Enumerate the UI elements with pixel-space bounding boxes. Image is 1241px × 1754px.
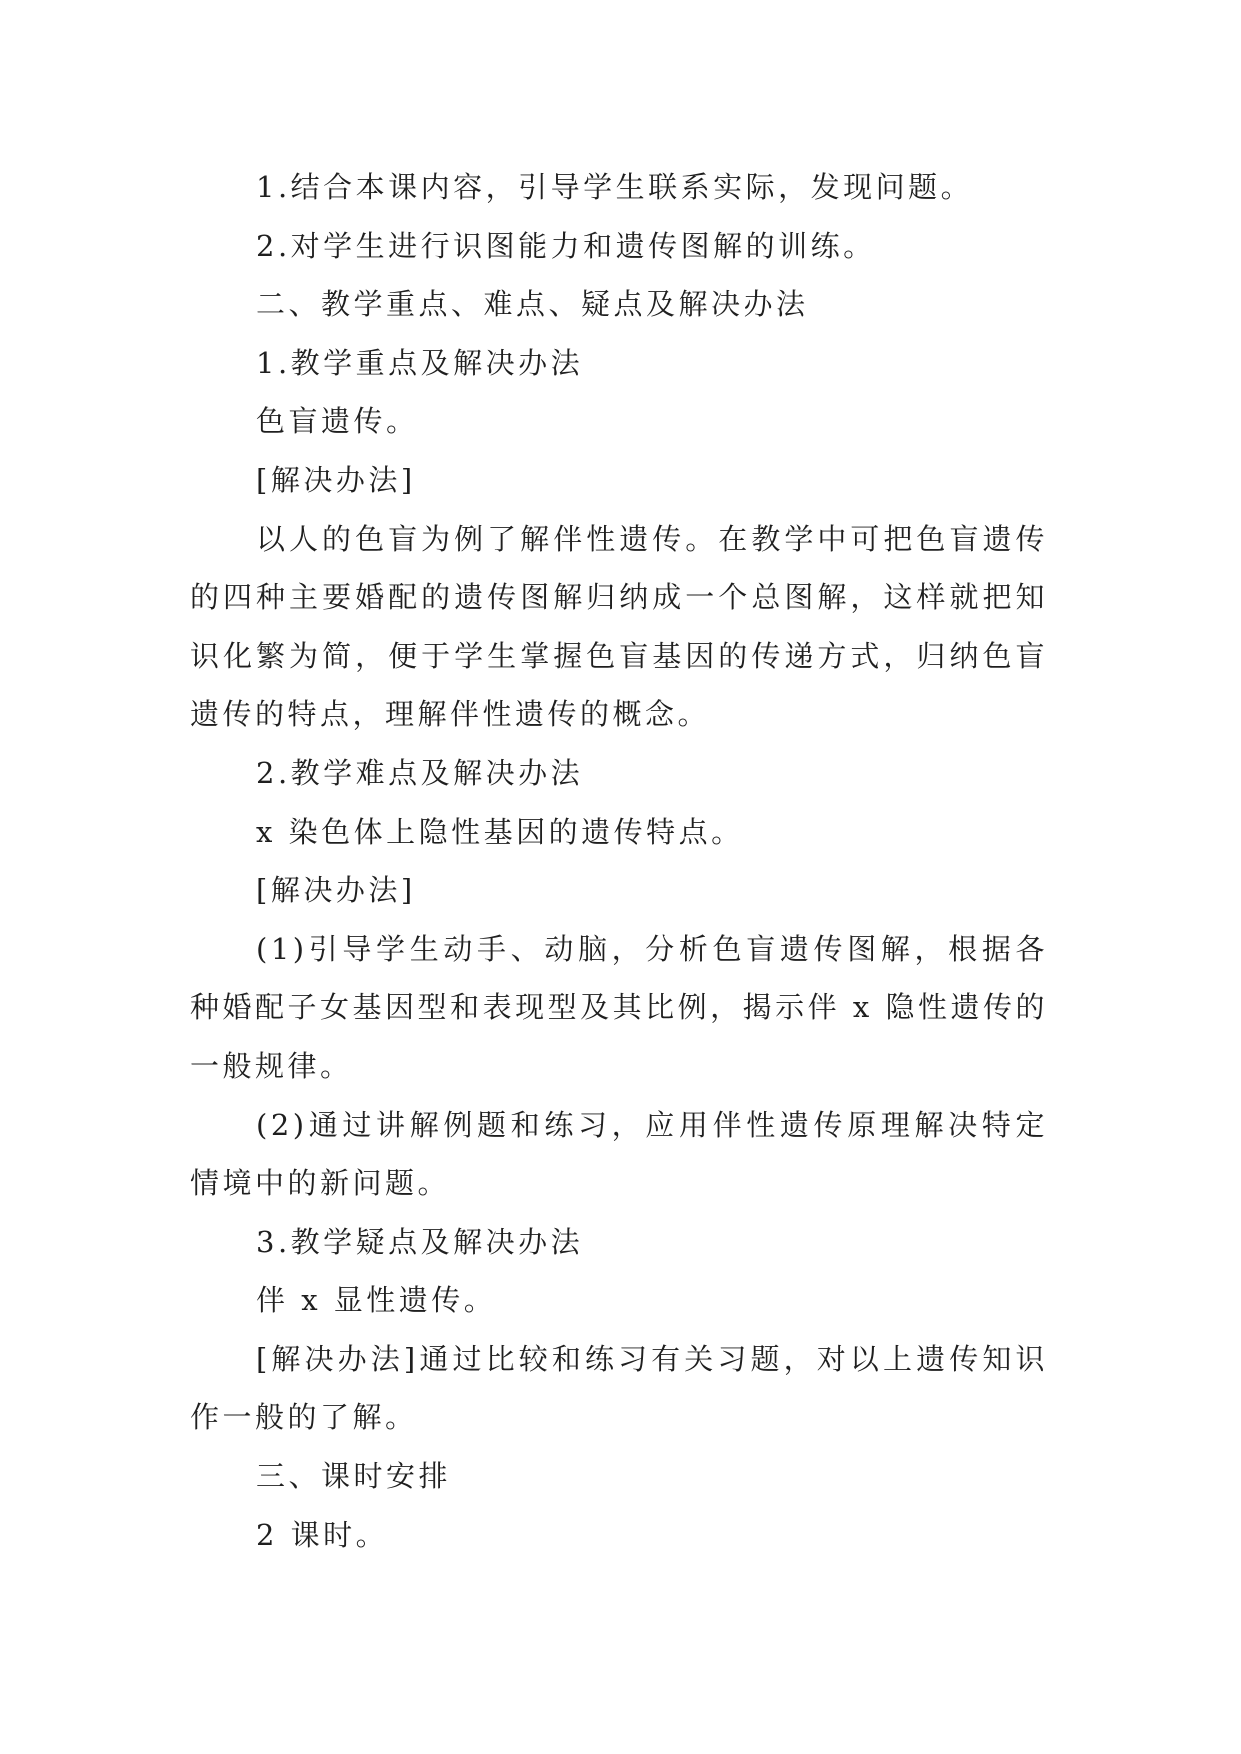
key-point-topic: 色盲遗传。 [256, 404, 419, 439]
goal-item-1: 1.结合本课内容，引导学生联系实际，发现问题。 [256, 170, 974, 204]
subheading-difficult-point: 2.教学难点及解决办法 [256, 755, 584, 790]
subheading-key-point: 1.教学重点及解决办法 [256, 345, 584, 380]
doubt-point-solution: [解决办法]通过比较和练习有关习题，对以上遗传知识作一般的了解。 [190, 1341, 1048, 1435]
key-point-solution-text: 以人的色盲为例了解伴性遗传。在教学中可把色盲遗传的四种主要婚配的遗传图解归纳成一个总图解，这样就把知识化繁为简，便于学生掌握色盲基因的传递方式，归纳色盲遗传的特点，理解伴性遗传的概念。 [190, 521, 1048, 732]
section-heading-key-points: 二、教学重点、难点、疑点及解决办法 [256, 287, 809, 322]
solution-label: [解决办法] [256, 873, 416, 908]
subheading-doubt-point: 3.教学疑点及解决办法 [256, 1224, 584, 1259]
solution-label: [解决办法] [256, 462, 416, 497]
difficult-point-topic: x 染色体上隐性基因的遗传特点。 [256, 814, 744, 849]
doubt-point-topic: 伴 x 显性遗传。 [256, 1283, 497, 1318]
difficult-solution-step-1: (1)引导学生动手、动脑，分析色盲遗传图解，根据各种婚配子女基因型和表现型及其比例，揭示伴 x 隐性遗传的一般规律。 [190, 931, 1048, 1083]
schedule-text: 2 课时。 [256, 1517, 389, 1552]
goal-item-2: 2.对学生进行识图能力和遗传图解的训练。 [256, 228, 876, 263]
section-heading-schedule: 三、课时安排 [256, 1459, 452, 1494]
document-body [190, 158, 1048, 1564]
difficult-solution-step-2: (2)通过讲解例题和练习，应用伴性遗传原理解决特定情境中的新问题。 [190, 1107, 1048, 1201]
